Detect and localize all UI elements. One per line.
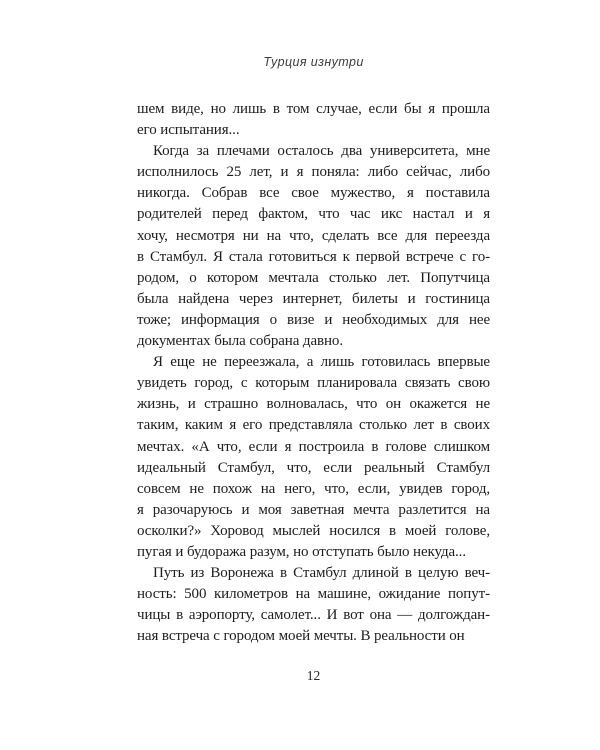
text-line: родителей перед фактом, что час икс настал и я xyxy=(137,206,490,223)
text-line: Когда за плечами осталось два университета, мне xyxy=(153,143,490,160)
text-line: исполнилось 25 лет, и я поняла: либо сейчас, либо xyxy=(137,164,490,181)
text-line: родом, о котором мечтала столько лет. Попутчица xyxy=(137,269,490,286)
text-line: шем виде, но лишь в том случае, если бы я прошла xyxy=(137,101,490,117)
paragraph xyxy=(137,99,490,141)
paragraph xyxy=(137,563,490,647)
text-line: увидеть город, с которым планировала связать свою xyxy=(137,375,490,392)
text-line: Я еще не переезжала, а лишь готовилась впервые xyxy=(153,354,490,371)
paragraph xyxy=(137,141,490,352)
text-line: документах была собрана давно. xyxy=(137,333,343,350)
text-line: я разочаруюсь и моя заветная мечта разлетится на xyxy=(137,501,490,518)
text-line: осколки?» Хоровод мыслей носился в моей голове, xyxy=(137,522,490,539)
text-line: ность: 500 километров на машине, ожидание попут- xyxy=(137,586,490,603)
text-line: ная встреча с городом моей мечты. В реальности он xyxy=(137,628,465,645)
page-number: 12 xyxy=(306,668,321,683)
running-header: Турция изнутри xyxy=(263,55,364,69)
text-line: в Стамбул. Я стала готовиться к первой встрече с го- xyxy=(137,248,490,265)
text-line: его испытания... xyxy=(137,122,240,139)
text-line: мечтах. «А что, если я построила в голове слишком xyxy=(137,438,490,455)
text-line: Путь из Воронежа в Стамбул длиной в целую веч- xyxy=(153,565,490,582)
text-line: тоже; информация о визе и необходимых для нее xyxy=(137,311,490,328)
text-line: чицы в аэропорту, самолет... И вот она — долгождан- xyxy=(137,607,490,624)
text-line: идеальный Стамбул, что, если реальный Стамбул xyxy=(137,459,490,476)
text-line: никогда. Собрав все свое мужество, я поставила xyxy=(137,185,490,202)
text-line: жизнь, и страшно волновалась, что он окажется не xyxy=(137,396,490,413)
page-body xyxy=(137,99,490,647)
paragraph xyxy=(137,352,490,563)
text-line: таким, каким я его представляла столько лет в своих xyxy=(137,417,490,434)
text-line: пугая и будоража разум, но отступать было некуда... xyxy=(137,543,466,560)
text-line: была найдена через интернет, билеты и гостиница xyxy=(137,290,490,307)
text-line: совсем не похож на него, что, если, увидев город, xyxy=(137,480,490,497)
text-line: хочу, несмотря ни на что, сделать все для переезда xyxy=(137,227,490,244)
